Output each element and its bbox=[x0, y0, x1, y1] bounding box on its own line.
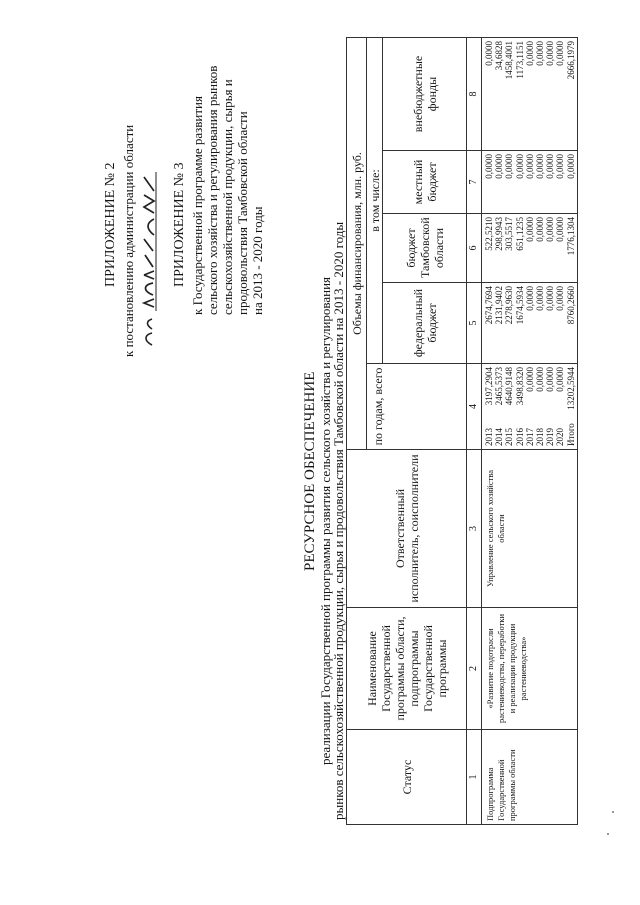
appendix3-line: к Государственной программе развития bbox=[190, 96, 205, 315]
value-cell: 8760,2660 bbox=[565, 286, 576, 325]
value-cell: 0,0000 bbox=[524, 286, 535, 311]
value-cell: 1173,1151 bbox=[514, 40, 525, 79]
resource-table bbox=[346, 37, 578, 825]
value-cell: 298,9943 bbox=[494, 217, 505, 251]
appendix3-title: ПРИЛОЖЕНИЕ № 3 bbox=[172, 162, 187, 287]
value-cell: 0,0000 bbox=[484, 154, 494, 179]
value-cell: Итого bbox=[565, 423, 576, 446]
header-funding: Объемы финансирования, млн. руб. bbox=[347, 37, 367, 449]
column-number: 4 bbox=[467, 364, 482, 450]
value-cell: 0,0000 bbox=[535, 367, 546, 392]
value-cell: 0,0000 bbox=[524, 40, 535, 66]
document-subtitle-1: реализации Государственной программы развития сельского хозяйства и регулирования bbox=[318, 276, 333, 765]
value-cell: 0,0000 bbox=[535, 40, 546, 66]
value-cell: 2020 bbox=[555, 428, 566, 446]
header-offbudget: внебюджетные фонды bbox=[383, 37, 467, 150]
value-cell: 0,0000 bbox=[504, 154, 515, 179]
value-cell: 0,0000 bbox=[555, 367, 566, 392]
value-cell: 3498,8320 bbox=[514, 367, 525, 406]
appendix3-line: на 2013 - 2020 годы bbox=[250, 206, 265, 315]
column-number: 3 bbox=[467, 450, 482, 608]
header-executor: Ответственный исполнитель, соисполнители bbox=[347, 450, 467, 608]
appendix3-line: сельскохозяйственной продукции, сырья и bbox=[220, 79, 235, 315]
value-cell: 0,0000 bbox=[524, 154, 535, 179]
appendix3-block bbox=[172, 15, 265, 315]
local-values bbox=[482, 151, 578, 214]
value-cell: 4640,9148 bbox=[504, 367, 515, 406]
value-cell: 2014 bbox=[494, 428, 505, 446]
value-cell: 2013 bbox=[484, 428, 494, 446]
value-cell: 2465,5373 bbox=[494, 367, 505, 406]
handwritten-date-number bbox=[140, 57, 156, 347]
total-values bbox=[484, 364, 576, 412]
value-cell: 303,5517 bbox=[504, 217, 515, 251]
scan-speck bbox=[612, 811, 614, 813]
value-cell: 2019 bbox=[545, 428, 556, 446]
value-cell: 3197,2904 bbox=[484, 367, 494, 406]
header-including: в том числе: bbox=[367, 37, 383, 363]
value-cell: 2674,7694 bbox=[484, 286, 494, 325]
value-cell: 0,0000 bbox=[555, 40, 566, 66]
value-cell: 0,0000 bbox=[524, 367, 535, 392]
appendix2-line: к постановлению администрации области bbox=[121, 124, 136, 357]
column-number: 7 bbox=[467, 151, 482, 214]
value-cell: 0,0000 bbox=[484, 40, 494, 66]
value-cell: 1776,1304 bbox=[565, 217, 576, 256]
value-cell: 0,0000 bbox=[555, 217, 566, 242]
value-cell: 2666,1979 bbox=[565, 40, 576, 80]
value-cell: 2018 bbox=[535, 428, 546, 446]
header-name: Наименование Государственной программы области, подпрограммы Государственной программы bbox=[347, 608, 467, 730]
row-status: Подпрограмма Государственной программы области bbox=[482, 730, 578, 825]
row-executor: Управление сельского хозяйства области bbox=[482, 450, 578, 608]
value-cell: 0,0000 bbox=[535, 286, 546, 311]
value-cell: 1674,5934 bbox=[514, 286, 525, 325]
header-by-year-total: по годам, всего bbox=[367, 364, 467, 450]
value-cell: 0,0000 bbox=[545, 367, 556, 392]
value-cell: 13202,5944 bbox=[565, 367, 576, 410]
value-cell: 0,0000 bbox=[565, 154, 576, 179]
value-cell: 0,0000 bbox=[524, 217, 535, 242]
scan-speck bbox=[607, 833, 609, 835]
value-cell: 0,0000 bbox=[555, 154, 566, 179]
value-cell: 651,1235 bbox=[514, 217, 525, 251]
value-cell: 0,0000 bbox=[545, 286, 556, 311]
header-local: местный бюджет bbox=[383, 151, 467, 214]
value-cell: 0,0000 bbox=[545, 154, 556, 179]
value-cell: 1458,4001 bbox=[504, 40, 515, 80]
value-cell: 2016 bbox=[514, 428, 525, 446]
document-subtitle-2: рынков сельскохозяйственной продукции, сырья и продовольствия Тамбовской области на 2013 - 2020 годы bbox=[331, 221, 346, 820]
row-years-total bbox=[482, 364, 578, 450]
column-number: 2 bbox=[467, 608, 482, 730]
regional-values bbox=[482, 214, 578, 283]
value-cell: 522,5210 bbox=[484, 217, 494, 251]
value-cell: 0,0000 bbox=[514, 154, 525, 179]
appendix2-title: ПРИЛОЖЕНИЕ № 2 bbox=[103, 162, 118, 287]
handwritten-signature-icon bbox=[140, 147, 158, 347]
appendix2-block bbox=[103, 57, 156, 357]
value-cell: 0,0000 bbox=[535, 154, 546, 179]
header-federal: федеральный бюджет bbox=[383, 283, 467, 364]
federal-values bbox=[482, 283, 578, 364]
appendix3-line: сельского хозяйства и регулирования рынков bbox=[205, 65, 220, 315]
column-number: 1 bbox=[467, 730, 482, 825]
column-number: 5 bbox=[467, 283, 482, 364]
value-cell: 2131,9402 bbox=[494, 286, 505, 325]
value-cell: 0,0000 bbox=[494, 154, 505, 179]
value-cell: 34,6828 bbox=[494, 40, 505, 71]
header-status: Статус bbox=[347, 730, 467, 825]
value-cell: 2278,9630 bbox=[504, 286, 515, 325]
offbudget-values bbox=[482, 37, 578, 150]
row-name: «Развитие подотрасли растениеводства, переработки и реализации продукции растениеводства» bbox=[482, 608, 578, 730]
value-cell: 0,0000 bbox=[545, 217, 556, 242]
column-number: 8 bbox=[467, 37, 482, 150]
value-cell: 2015 bbox=[504, 428, 515, 446]
document-title: РЕСУРСНОЕ ОБЕСПЕЧЕНИЕ bbox=[302, 371, 318, 571]
year-list bbox=[484, 412, 576, 449]
value-cell: 0,0000 bbox=[535, 217, 546, 242]
value-cell: 0,0000 bbox=[555, 286, 566, 311]
value-cell: 0,0000 bbox=[545, 40, 556, 66]
value-cell: 2017 bbox=[524, 428, 535, 446]
column-number: 6 bbox=[467, 214, 482, 283]
header-regional: бюджет Тамбовской области bbox=[383, 214, 467, 283]
appendix3-line: продовольствия Тамбовской области bbox=[235, 111, 250, 315]
